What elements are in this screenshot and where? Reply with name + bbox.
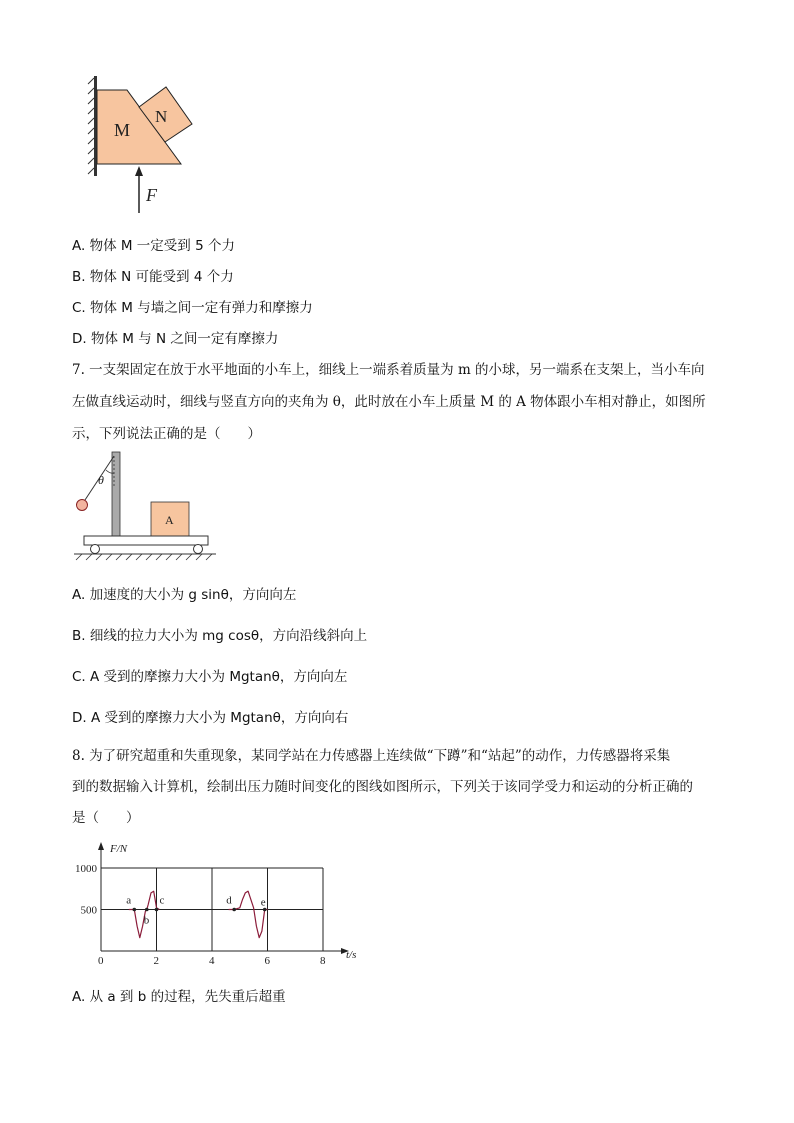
- chart-point-labels: [126, 895, 266, 927]
- ball: [77, 500, 88, 511]
- wheel-right: [194, 545, 203, 554]
- point-label-b: b: [143, 914, 150, 927]
- point-d: [232, 908, 236, 912]
- x-tick-2: 2: [153, 955, 159, 967]
- q7-option-b: B. 细线的拉力大小为 mg cosθ，方向沿线斜向上: [72, 628, 368, 644]
- q7-text-line-1: 7. 一支架固定在放于水平地面的小车上，细线上一端系着质量为 m 的小球，另一端系在支架上，当小车向: [72, 362, 705, 378]
- q7-text-line-2: 左做直线运动时，细线与竖直方向的夹角为 θ，此时放在小车上质量 M 的 A 物体跟小车相对静止，如图所: [72, 394, 706, 410]
- x-tick-4: 4: [209, 955, 215, 967]
- label-m: M: [114, 120, 131, 140]
- ground-hatching: [76, 554, 212, 560]
- theta-label: θ: [98, 473, 104, 487]
- point-label-e: e: [260, 896, 266, 909]
- q7-text-line-3: 示，下列说法正确的是（ ）: [72, 426, 261, 442]
- x-tick-8: 8: [320, 955, 326, 967]
- q8-text-line-1: 8. 为了研究超重和失重现象，某同学站在力传感器上连续做“下蹲”和“站起”的动作，力传感器将采集: [72, 748, 671, 764]
- q6-option-c: C. 物体 M 与墙之间一定有弹力和摩擦力: [72, 300, 313, 316]
- point-a: [133, 908, 137, 912]
- q7-option-a: A. 加速度的大小为 g sinθ，方向向左: [72, 587, 297, 603]
- q6-figure: [84, 70, 204, 220]
- q7-figure: [70, 448, 220, 564]
- wheel-left: [91, 545, 100, 554]
- y-axis-arrow: [98, 842, 104, 850]
- cart-platform: [84, 536, 208, 545]
- label-f: F: [146, 185, 157, 205]
- support-pole: [112, 452, 120, 536]
- q8-option-a: A. 从 a 到 b 的过程，先失重后超重: [72, 989, 286, 1005]
- chart-series: [129, 891, 268, 938]
- chart-axes: [98, 842, 349, 954]
- x-tick-6: 6: [264, 955, 270, 967]
- label-n: N: [155, 107, 168, 126]
- point-b: [145, 908, 149, 912]
- q7-option-c: C. A 受到的摩擦力大小为 Mgtanθ，方向向左: [72, 669, 348, 685]
- chart-xlabel: t/s: [346, 949, 357, 961]
- y-tick-1000: 1000: [75, 863, 97, 875]
- x-tick-0: 0: [98, 955, 104, 967]
- q8-force-time-chart: [70, 836, 370, 968]
- chart-ylabel: F/N: [110, 843, 128, 855]
- q8-text-line-3: 是（ ）: [72, 810, 140, 826]
- q6-option-d: D. 物体 M 与 N 之间一定有摩擦力: [72, 331, 279, 347]
- q7-option-d: D. A 受到的摩擦力大小为 Mgtanθ，方向向右: [72, 710, 349, 726]
- wall-hatching: [88, 78, 94, 174]
- point-label-c: c: [159, 894, 165, 907]
- q6-option-b: B. 物体 N 可能受到 4 个力: [72, 269, 234, 285]
- block-a-label: A: [165, 513, 174, 527]
- force-arrowhead: [135, 166, 143, 176]
- point-label-d: d: [226, 894, 232, 907]
- q8-text-line-2: 到的数据输入计算机，绘制出压力随时间变化的图线如图所示，下列关于该同学受力和运动的分析正确的: [72, 779, 693, 795]
- y-tick-500: 500: [80, 904, 97, 917]
- point-label-a: a: [126, 894, 132, 907]
- q6-option-a: A. 物体 M 一定受到 5 个力: [72, 238, 235, 254]
- point-c: [155, 908, 159, 912]
